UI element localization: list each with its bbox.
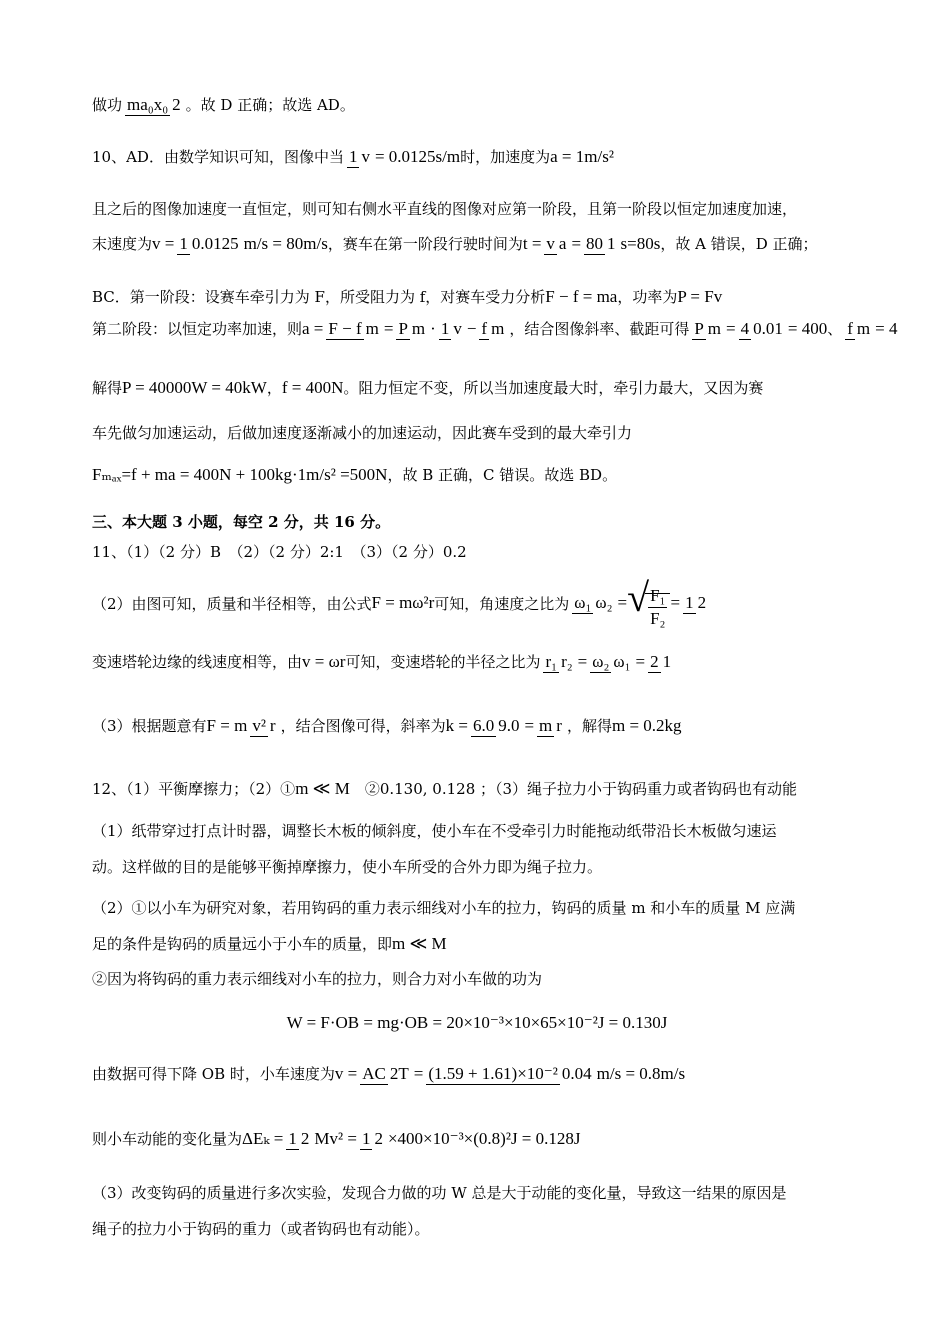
math-run: P = Fv — [677, 286, 723, 306]
fraction — [692, 319, 723, 339]
fraction-numerator: 1 — [440, 318, 450, 338]
text-run: 12、（1）平衡摩擦力；（2）① — [92, 780, 296, 798]
fraction-denominator: 1 — [607, 233, 616, 253]
fraction-denominator: 1 — [662, 651, 672, 671]
fraction — [347, 147, 372, 167]
fraction — [396, 319, 427, 339]
fraction — [360, 1064, 411, 1084]
math-run: v = — [334, 1063, 358, 1083]
work-equation — [92, 1013, 862, 1033]
math-run: = — [413, 1063, 424, 1083]
line-16 — [92, 856, 862, 877]
text-run: ，功率为 — [617, 288, 678, 306]
line-11 — [92, 575, 862, 628]
line-5 — [92, 318, 898, 339]
text-run: 。故 D 正确；故选 AD。 — [185, 96, 355, 114]
text-run: ，解得 — [566, 717, 612, 735]
line-1 — [92, 146, 862, 167]
math-run: = 400 — [787, 318, 828, 338]
math-run: f = 400N — [281, 377, 344, 397]
fraction — [584, 234, 618, 254]
text-run: （2）①以小车为研究对象，若用钩码的重力表示细线对小车的拉力，钩码的质量 m 和小车的质量 M 应满 — [92, 899, 796, 917]
text-run: ，赛车在第一阶段行驶时间为 — [327, 235, 523, 253]
text-run: （2）由图可知，质量和半径相等，由公式 — [92, 594, 372, 613]
fraction-numerator: P — [694, 318, 704, 338]
text-run: 解得 — [92, 379, 123, 397]
line-7 — [92, 422, 862, 443]
text-run: 三、本大题 3 小题，每空 2 分，共 16 分。 — [92, 513, 391, 531]
text-run: ②0.130, 0.128 ；（3）绳子拉力小于钩码重力或者钩码也有动能 — [349, 780, 798, 798]
math-run: = — [577, 651, 588, 671]
fraction-denominator: 2 — [374, 1128, 383, 1148]
line-17 — [92, 897, 862, 918]
math-run: m/s = 0.8m/s — [596, 1063, 686, 1083]
text-run: 绳子的拉力小于钩码的重力（或者钩码也有动能）。 — [92, 1220, 430, 1238]
line-18 — [92, 933, 862, 954]
math-run: s=80s — [620, 233, 661, 253]
math-run: = — [617, 593, 628, 613]
fraction — [250, 716, 277, 736]
fraction-denominator: 2 — [300, 1128, 310, 1148]
line-15 — [92, 820, 862, 841]
fraction — [537, 716, 564, 736]
text-run: 可知，角速度之比为 — [434, 594, 570, 613]
text-run: （3）根据题意有 — [92, 717, 207, 735]
fraction-numerator: 1 — [179, 233, 188, 253]
section-heading — [92, 511, 862, 532]
fraction-denominator: ω₂ — [595, 593, 613, 613]
fraction-numerator: 6.0 — [472, 715, 495, 735]
math-run: F − f = ma — [545, 286, 618, 306]
math-run: v = ωr — [302, 651, 346, 671]
fraction-denominator: m — [491, 318, 505, 338]
fraction-numerator: 1 — [361, 1128, 371, 1148]
fraction-numerator: P — [398, 318, 408, 338]
text-run: 动。这样做的目的是能够平衡掉摩擦力，使小车所受的合外力即为绳子拉力。 — [92, 858, 603, 876]
fraction — [360, 1129, 385, 1149]
fraction-denominator: ω₁ — [613, 651, 631, 671]
math-run: Fₘₐₓ=f + ma = 400N + 100kg·1m/s² =500N — [92, 464, 388, 484]
line-10 — [92, 541, 862, 562]
text-run: 、 — [827, 320, 843, 338]
text-run: BC．第一阶段：设赛车牵引力为 F，所受阻力为 f，对赛车受力分析 — [92, 288, 546, 306]
fraction-numerator: 1 — [685, 593, 694, 613]
fraction — [439, 319, 464, 339]
math-run: a = 1m/s² — [550, 146, 614, 166]
line-3 — [92, 233, 862, 254]
fraction-denominator: 2T — [389, 1063, 409, 1083]
math-run: = — [383, 318, 394, 338]
fraction-numerator: ω₂ — [592, 651, 610, 671]
fraction — [544, 234, 568, 254]
fraction — [648, 586, 667, 628]
text-run: 变速塔轮边缘的线速度相等，由 — [92, 653, 303, 671]
line-14 — [92, 778, 862, 799]
text-run: 且之后的图像加速度一直恒定，则可知右侧水平直线的图像对应第一阶段，且第一阶段以恒定加速度加速， — [92, 200, 798, 218]
fraction-denominator: r₂ — [561, 651, 573, 671]
fraction-numerator: (1.59 + 1.61)×10⁻² — [428, 1063, 558, 1083]
text-run: 时，加速度为 — [460, 148, 551, 166]
math-run: = — [571, 233, 582, 253]
fraction — [543, 652, 574, 672]
line-19 — [92, 968, 862, 989]
math-run: m ≪ M — [392, 933, 447, 953]
fraction — [426, 1064, 593, 1084]
square-root — [627, 575, 670, 628]
line-4 — [92, 286, 862, 307]
text-run: 由数据可得下降 OB 时，小车速度为 — [92, 1065, 335, 1083]
line-0 — [92, 94, 862, 115]
text-run: （3）改变钩码的质量进行多次实验，发现合力做的功 W 总是大于动能的变化量，导致这一结果的原因是 — [92, 1184, 787, 1202]
text-run: 车先做匀加速运动，后做加速度逐渐减小的加速运动，因此赛车受到的最大牵引力 — [92, 424, 633, 442]
text-run: ，结合图像斜率、截距可得 — [509, 320, 690, 338]
fraction-denominator: r — [556, 715, 562, 735]
fraction-denominator: m — [411, 318, 426, 338]
math-run: m = 0.2kg — [611, 715, 682, 735]
text-run: 第二阶段：以恒定功率加速，则 — [92, 320, 303, 338]
radicand — [645, 586, 670, 628]
math-run: = 4 — [875, 318, 898, 338]
math-run: = — [670, 593, 681, 613]
text-run: ，故 A 错误，D 正确； — [660, 235, 818, 253]
fraction-numerator: ma₀x₀ — [127, 94, 169, 114]
fraction — [572, 593, 614, 613]
math-run: ×400×10⁻³×(0.8)²J = 0.128J — [387, 1128, 581, 1148]
text-run: 10、AD．由数学知识可知，图像中当 — [92, 148, 344, 166]
fraction-denominator: F₂ — [650, 608, 666, 628]
fraction-denominator: 2 — [697, 593, 707, 613]
math-run: ΔEₖ = — [242, 1128, 284, 1148]
math-run: v = — [152, 233, 175, 253]
line-24 — [92, 1218, 862, 1239]
fraction — [326, 319, 380, 339]
text-run: （1）纸带穿过打点计时器，调整长木板的倾斜度，使小车在不受牵引力时能拖动纸带沿长木板做匀速运 — [92, 822, 777, 840]
fraction-denominator: 9.0 — [498, 715, 520, 735]
math-run: · — [430, 318, 436, 338]
fraction-numerator: AC — [362, 1063, 386, 1083]
fraction-denominator: m — [365, 318, 379, 338]
text-run: 做功 — [92, 96, 123, 114]
fraction-denominator: v — [361, 146, 370, 166]
math-run: m ≪ M — [295, 778, 350, 798]
line-22 — [92, 1128, 862, 1149]
fraction — [479, 319, 506, 339]
text-run: ，结合图像可得，斜率为 — [280, 717, 446, 735]
math-run: = — [635, 651, 646, 671]
fraction-denominator: v — [453, 318, 462, 338]
fraction-numerator: F₁ — [648, 586, 667, 608]
math-run: = 0.0125s/m — [374, 146, 461, 166]
fraction-denominator: 2 — [172, 94, 181, 114]
fraction-numerator: r₁ — [545, 651, 558, 671]
math-run: t = — [522, 233, 542, 253]
fraction-denominator: 0.0125 — [191, 233, 239, 253]
text-run: ，故 B 正确，C 错误。故选 BD。 — [387, 466, 618, 484]
fraction — [590, 652, 632, 672]
fraction — [683, 593, 708, 613]
line-8 — [92, 464, 862, 485]
fraction-numerator: v² — [252, 715, 266, 735]
fraction-numerator: m — [539, 715, 553, 735]
text-run: 可知，变速塔轮的半径之比为 — [345, 653, 541, 671]
line-21 — [92, 1063, 862, 1084]
line-2 — [92, 198, 862, 219]
fraction-numerator: ω₁ — [574, 593, 592, 613]
math-run: m/s = 80m/s — [243, 233, 328, 253]
line-13 — [92, 715, 862, 736]
fraction-denominator: m — [856, 318, 871, 338]
fraction-numerator: 80 — [586, 233, 604, 253]
math-run: = — [524, 715, 535, 735]
line-6 — [92, 377, 862, 398]
text-run: ， — [266, 379, 282, 397]
fraction-numerator: F − f — [328, 318, 362, 338]
fraction — [739, 319, 785, 339]
fraction-numerator: 1 — [348, 146, 358, 166]
math-run: W = F·OB = mg·OB = 20×10⁻³×10×65×10⁻²J = 0.130J — [286, 1013, 668, 1032]
fraction-numerator: f — [481, 318, 488, 338]
math-run: − — [466, 318, 477, 338]
fraction — [125, 95, 183, 115]
fraction-numerator: f — [847, 318, 853, 338]
fraction-denominator: r — [269, 715, 276, 735]
fraction — [286, 1129, 311, 1149]
text-run: 末速度为 — [92, 235, 153, 253]
fraction-numerator: 4 — [740, 318, 750, 338]
fraction-numerator: 1 — [288, 1128, 297, 1148]
fraction-denominator: a — [558, 233, 567, 253]
math-run: F = m — [206, 715, 248, 735]
fraction-denominator: 0.04 — [561, 1063, 592, 1083]
line-12 — [92, 651, 862, 672]
fraction — [845, 319, 872, 339]
fraction — [177, 234, 240, 254]
fraction — [471, 716, 522, 736]
fraction-denominator: 0.01 — [753, 318, 783, 338]
text-run: 。阻力恒定不变，所以当加速度最大时，牵引力最大，又因为赛 — [343, 379, 764, 397]
fraction-numerator: v — [546, 233, 555, 253]
math-run: Mv² = — [314, 1128, 357, 1148]
text-run: ②因为将钩码的重力表示细线对小车的拉力，则合力对小车做的功为 — [92, 970, 543, 988]
fraction-denominator: m — [707, 318, 722, 338]
math-run: P = 40000W = 40kW — [122, 377, 267, 397]
fraction-numerator: 2 — [650, 651, 659, 671]
radical-sign-icon: √ — [627, 575, 650, 620]
line-23 — [92, 1182, 862, 1203]
text-run: 11、（1）（2 分）B （2）（2 分）2:1 （3）（2 分）0.2 — [92, 543, 467, 561]
math-run: k = — [445, 715, 468, 735]
fraction — [648, 652, 673, 672]
text-run: 则小车动能的变化量为 — [92, 1130, 243, 1148]
math-run: F = mω²r — [371, 593, 435, 613]
math-run: = — [726, 318, 736, 338]
text-run: 足的条件是钩码的质量远小于小车的质量，即 — [92, 935, 393, 953]
math-run: a = — [302, 318, 324, 338]
